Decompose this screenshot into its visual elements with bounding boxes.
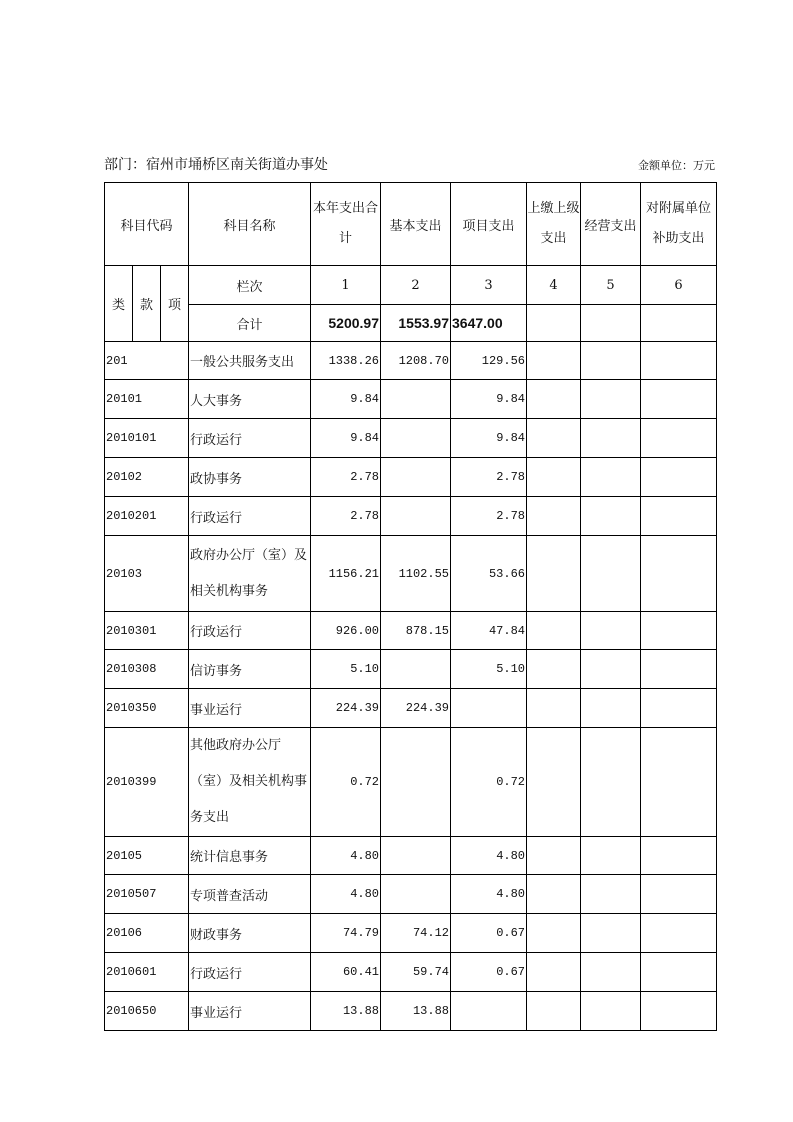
- row-upper: [527, 650, 581, 689]
- totals-row: [105, 305, 717, 342]
- row-name: 财政事务: [189, 914, 311, 953]
- row-subsidy: [641, 953, 717, 992]
- row-basic: 224.39: [381, 689, 451, 728]
- table-row: [105, 837, 717, 875]
- row-project: 5.10: [451, 650, 527, 689]
- row-code: 20101: [105, 380, 189, 419]
- row-project: 4.80: [451, 837, 527, 875]
- table-row: [105, 536, 717, 612]
- row-business: [581, 380, 641, 419]
- row-total: 4.80: [311, 875, 381, 914]
- row-code: 2010601: [105, 953, 189, 992]
- totals-subsidy: [641, 305, 717, 342]
- row-subsidy: [641, 342, 717, 380]
- row-basic: [381, 419, 451, 458]
- row-upper: [527, 914, 581, 953]
- row-name: 行政运行: [189, 953, 311, 992]
- row-business: [581, 497, 641, 536]
- table-row: [105, 728, 717, 837]
- row-business: [581, 992, 641, 1031]
- row-upper: [527, 536, 581, 612]
- col-number-4: 4: [527, 266, 581, 305]
- row-code: 2010308: [105, 650, 189, 689]
- row-basic: 74.12: [381, 914, 451, 953]
- row-total: 926.00: [311, 612, 381, 650]
- totals-label: 合计: [189, 305, 311, 342]
- row-business: [581, 875, 641, 914]
- table-row: [105, 497, 717, 536]
- row-total: 1156.21: [311, 536, 381, 612]
- row-code: 2010650: [105, 992, 189, 1031]
- row-subsidy: [641, 728, 717, 837]
- row-code: 201: [105, 342, 189, 380]
- row-total: 9.84: [311, 419, 381, 458]
- totals-business: [581, 305, 641, 342]
- col-name-header: 科目名称: [189, 183, 311, 266]
- col-basic-header: 基本支出: [381, 183, 451, 266]
- row-name: 事业运行: [189, 689, 311, 728]
- row-business: [581, 536, 641, 612]
- table-row: [105, 458, 717, 497]
- row-total: 4.80: [311, 837, 381, 875]
- table-row: [105, 380, 717, 419]
- row-total: 13.88: [311, 992, 381, 1031]
- row-project: [451, 992, 527, 1031]
- row-name: 其他政府办公厅（室）及相关机构事务支出: [189, 728, 311, 837]
- row-upper: [527, 458, 581, 497]
- row-business: [581, 837, 641, 875]
- row-subsidy: [641, 497, 717, 536]
- table-row: [105, 650, 717, 689]
- row-basic: [381, 728, 451, 837]
- col-business-header: 经营支出: [581, 183, 641, 266]
- col-project-header: 项目支出: [451, 183, 527, 266]
- table-row: [105, 612, 717, 650]
- row-code: 2010201: [105, 497, 189, 536]
- row-basic: [381, 458, 451, 497]
- row-project: 0.67: [451, 953, 527, 992]
- row-name: 专项普查活动: [189, 875, 311, 914]
- col-number-2: 2: [381, 266, 451, 305]
- row-name: 行政运行: [189, 419, 311, 458]
- row-project: 9.84: [451, 419, 527, 458]
- row-code: 20103: [105, 536, 189, 612]
- row-total: 5.10: [311, 650, 381, 689]
- row-basic: 1102.55: [381, 536, 451, 612]
- row-business: [581, 689, 641, 728]
- department-label: 部门：宿州市埇桥区南关街道办事处: [104, 157, 328, 173]
- row-total: 74.79: [311, 914, 381, 953]
- row-name: 统计信息事务: [189, 837, 311, 875]
- col-kuan-header: 款: [133, 266, 161, 342]
- row-name: 信访事务: [189, 650, 311, 689]
- col-subsidy-header: 对附属单位补助支出: [641, 183, 717, 266]
- row-upper: [527, 419, 581, 458]
- col-number-1: 1: [311, 266, 381, 305]
- row-total: 2.78: [311, 497, 381, 536]
- row-upper: [527, 380, 581, 419]
- row-code: 2010507: [105, 875, 189, 914]
- table-row: [105, 689, 717, 728]
- row-total: 0.72: [311, 728, 381, 837]
- row-upper: [527, 689, 581, 728]
- row-name: 一般公共服务支出: [189, 342, 311, 380]
- row-code: 2010399: [105, 728, 189, 837]
- unit-label: 金额单位：万元: [638, 159, 715, 172]
- row-name: 政府办公厅（室）及相关机构事务: [189, 536, 311, 612]
- row-business: [581, 342, 641, 380]
- row-code: 20105: [105, 837, 189, 875]
- row-project: 0.72: [451, 728, 527, 837]
- row-subsidy: [641, 992, 717, 1031]
- row-upper: [527, 497, 581, 536]
- row-code: 2010101: [105, 419, 189, 458]
- row-upper: [527, 728, 581, 837]
- row-basic: 59.74: [381, 953, 451, 992]
- row-name: 事业运行: [189, 992, 311, 1031]
- row-subsidy: [641, 612, 717, 650]
- col-lei-header: 类: [105, 266, 133, 342]
- row-basic: [381, 650, 451, 689]
- row-project: 4.80: [451, 875, 527, 914]
- row-total: 224.39: [311, 689, 381, 728]
- row-basic: 1208.70: [381, 342, 451, 380]
- row-code: 2010301: [105, 612, 189, 650]
- lanci-row: [105, 266, 717, 305]
- row-upper: [527, 875, 581, 914]
- col-number-3: 3: [451, 266, 527, 305]
- expenditure-table: [104, 182, 717, 1031]
- row-project: 47.84: [451, 612, 527, 650]
- row-upper: [527, 342, 581, 380]
- header-row: [105, 183, 717, 266]
- row-upper: [527, 837, 581, 875]
- row-subsidy: [641, 689, 717, 728]
- row-name: 政协事务: [189, 458, 311, 497]
- col-code-header: 科目代码: [105, 183, 189, 266]
- row-basic: 13.88: [381, 992, 451, 1031]
- row-total: 1338.26: [311, 342, 381, 380]
- totals-upper: [527, 305, 581, 342]
- table-row: [105, 992, 717, 1031]
- row-basic: [381, 380, 451, 419]
- row-code: 20106: [105, 914, 189, 953]
- row-subsidy: [641, 837, 717, 875]
- row-name: 人大事务: [189, 380, 311, 419]
- row-project: 2.78: [451, 497, 527, 536]
- row-total: 60.41: [311, 953, 381, 992]
- lanci-label: 栏次: [189, 266, 311, 305]
- row-upper: [527, 953, 581, 992]
- row-subsidy: [641, 536, 717, 612]
- table-row: [105, 342, 717, 380]
- row-name: 行政运行: [189, 612, 311, 650]
- col-total-header: 本年支出合计: [311, 183, 381, 266]
- col-number-5: 5: [581, 266, 641, 305]
- row-subsidy: [641, 419, 717, 458]
- row-basic: [381, 875, 451, 914]
- row-business: [581, 458, 641, 497]
- row-basic: [381, 497, 451, 536]
- row-business: [581, 728, 641, 837]
- row-project: 0.67: [451, 914, 527, 953]
- row-project: 2.78: [451, 458, 527, 497]
- row-total: 2.78: [311, 458, 381, 497]
- row-project: [451, 689, 527, 728]
- row-business: [581, 914, 641, 953]
- row-subsidy: [641, 380, 717, 419]
- totals-project: 3647.00: [451, 305, 527, 342]
- row-upper: [527, 612, 581, 650]
- table-row: [105, 419, 717, 458]
- totals-basic: 1553.97: [381, 305, 451, 342]
- table-row: [105, 875, 717, 914]
- col-number-6: 6: [641, 266, 717, 305]
- row-business: [581, 419, 641, 458]
- row-basic: [381, 837, 451, 875]
- table-row: [105, 953, 717, 992]
- row-project: 9.84: [451, 380, 527, 419]
- totals-total: 5200.97: [311, 305, 381, 342]
- col-xiang-header: 项: [161, 266, 189, 342]
- row-business: [581, 953, 641, 992]
- row-upper: [527, 992, 581, 1031]
- row-subsidy: [641, 914, 717, 953]
- row-project: 53.66: [451, 536, 527, 612]
- row-project: 129.56: [451, 342, 527, 380]
- row-total: 9.84: [311, 380, 381, 419]
- table-row: [105, 914, 717, 953]
- row-business: [581, 650, 641, 689]
- row-code: 20102: [105, 458, 189, 497]
- row-basic: 878.15: [381, 612, 451, 650]
- col-upper-header: 上缴上级支出: [527, 183, 581, 266]
- row-subsidy: [641, 458, 717, 497]
- row-name: 行政运行: [189, 497, 311, 536]
- row-subsidy: [641, 650, 717, 689]
- row-business: [581, 612, 641, 650]
- row-subsidy: [641, 875, 717, 914]
- row-code: 2010350: [105, 689, 189, 728]
